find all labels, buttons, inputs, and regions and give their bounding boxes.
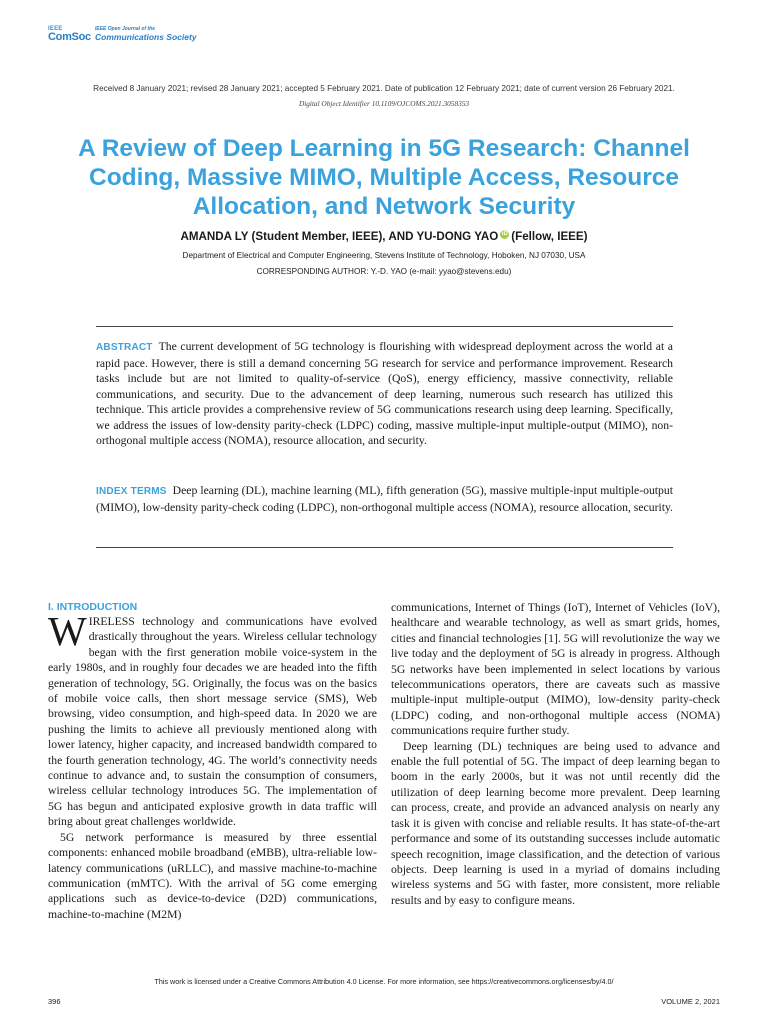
abstract-label: ABSTRACT bbox=[96, 342, 153, 353]
logo-comsoc-text: ComSoc bbox=[48, 31, 91, 43]
intro-paragraph-3: Deep learning (DL) techniques are being used to advance and enable the full potential of 5G. The impact of deep learning began to boom in the early 2000s, but it was not until recently did the utilization of deep learning become more prevalent. Deep learning can process, create, and provide an advanced analysis on nearly any task it is given with concise and reliable results. It has state-of-the-art performance and some of its outstanding successes include automatic speech recognition, image classification, and the detection of various objects. Deep learning is used in a myriad of domains including wireless systems and 5G with faster, more consistent, more reliable results and by easy to configure means. bbox=[391, 739, 720, 907]
page-number: 396 bbox=[48, 997, 61, 1006]
index-terms bbox=[96, 483, 673, 515]
intro-paragraph-1-text: technology and communications have evolved drastically throughout the years. Wireless cellular technology began with the first generation mobile voice-system in the early 1980s, and in roughly four decades we are headed into the fifth generation of technology, 5G. Originally, the focus was on the basics of mobile voice calls, then short message service (SMS), Web browsing, video consumption, and high-speed data. In 2020 we are pushing the limits to achieve all previously mentioned along with lower latency, higher capacity, and increased bandwidth compared to the fourth generation technology, 4G. The world’s connectivity needs continue to advance and, to sustain the consumption of consumers, wireless cellular technology introduces 5G. The implementation of 5G has begun and anticipated explosive growth in data traffic will bring about great challenges worldwide. bbox=[48, 615, 378, 829]
intro-paragraph-2: 5G network performance is measured by three essential components: enhanced mobile broadband (eMBB), ultra-reliable low-latency communications (uRLLC), and massive machine-to-machine communication (mMTC). With the arrival of 5G come emerging applications such as device-to-device (D2D) communications, machine-to-machine (M2M) bbox=[48, 830, 377, 921]
index-terms-text: Deep learning (DL), machine learning (ML), fifth generation (5G), massive multiple-input multiple-output (MIMO), low-density parity-check coding (LDPC), non-orthogonal multiple access (NOMA), resource allocation, security. bbox=[96, 484, 673, 514]
intro-paragraph-1 bbox=[48, 608, 378, 830]
comsoc-logo bbox=[48, 26, 92, 42]
index-terms-label: INDEX TERMS bbox=[96, 486, 167, 497]
received-dates: Received 8 January 2021; revised 28 January 2021; accepted 5 February 2021. Date of publication 12 February 2021; date of current version 26 February 2021. bbox=[93, 84, 675, 93]
doi-line: Digital Object Identifier 10.1109/OJCOMS.2021.3058353 bbox=[298, 99, 470, 108]
first-word-rest: IRELESS bbox=[88, 615, 135, 628]
journal-name bbox=[95, 26, 197, 42]
journal-name-line2: Communications Society bbox=[95, 32, 197, 42]
corresponding-author: CORRESPONDING AUTHOR: Y.-D. YAO (e-mail: yyao@stevens.edu) bbox=[256, 267, 512, 276]
abstract-bottom-rule bbox=[96, 547, 673, 548]
body-column-left bbox=[48, 600, 377, 922]
orcid-icon[interactable]: iD bbox=[501, 231, 508, 237]
abstract-top-rule bbox=[96, 326, 673, 327]
section-heading: I. INTRODUCTION bbox=[48, 601, 138, 613]
author-membership: (Fellow, IEEE) bbox=[511, 230, 588, 243]
abstract-text: The current development of 5G technology is flourishing with widespread deployment across the world at a rapid pace. However, there is still a demand concerning 5G research for service and performance improvement. Research tasks include but are not limited to quality-of-service (QoS), energy efficiency, massive connectivity, reliable communications, and security. Due to the advancement of deep learning, numerous such research has utilized this technique. This article provides a comprehensive review of 5G communications research using deep learning. Specifically, we address the issues of low-density parity-check (LDPC) coding, massive multiple-input multiple-output (MIMO), non-orthogonal multiple access (NOMA), resource allocation, and security. bbox=[96, 340, 673, 447]
author-line bbox=[0, 230, 768, 243]
logo-ieee-text: IEEE bbox=[48, 26, 63, 32]
volume-info: VOLUME 2, 2021 bbox=[661, 997, 720, 1006]
body-column-right bbox=[391, 600, 720, 908]
affiliation: Department of Electrical and Computer Engineering, Stevens Institute of Technology, Hoboken, NJ 07030, USA bbox=[182, 251, 586, 260]
author-names: AMANDA LY (Student Member, IEEE), AND YU-DONG YAO bbox=[180, 230, 499, 243]
license-notice: This work is licensed under a Creative Commons Attribution 4.0 License. For more information, see https://creativecommons.org/licenses/by/4.0/ bbox=[154, 977, 614, 986]
journal-name-line1: IEEE Open Journal of the bbox=[95, 26, 156, 32]
drop-cap: W bbox=[48, 608, 87, 654]
paper-title: A Review of Deep Learning in 5G Research: Channel Coding, Massive MIMO, Multiple Access, Resource Allocation, and Network Security bbox=[78, 135, 690, 220]
abstract bbox=[96, 339, 673, 449]
intro-paragraph-2-continued: communications, Internet of Things (IoT), Internet of Vehicles (IoV), healthcare and wearable technology, as well as smart grids, homes, cities and financial technologies [1]. 5G will revolutionize the way we live today and the deployment of 5G is already in progress. Although 5G networks have been implemented in select locations by various telecommunications operators, there are caveats such as massive multiple-input multiple-output (MIMO), low-density parity-check (LDPC) coding, and non-orthogonal multiple access (NOMA) communications require further study. bbox=[391, 601, 720, 738]
